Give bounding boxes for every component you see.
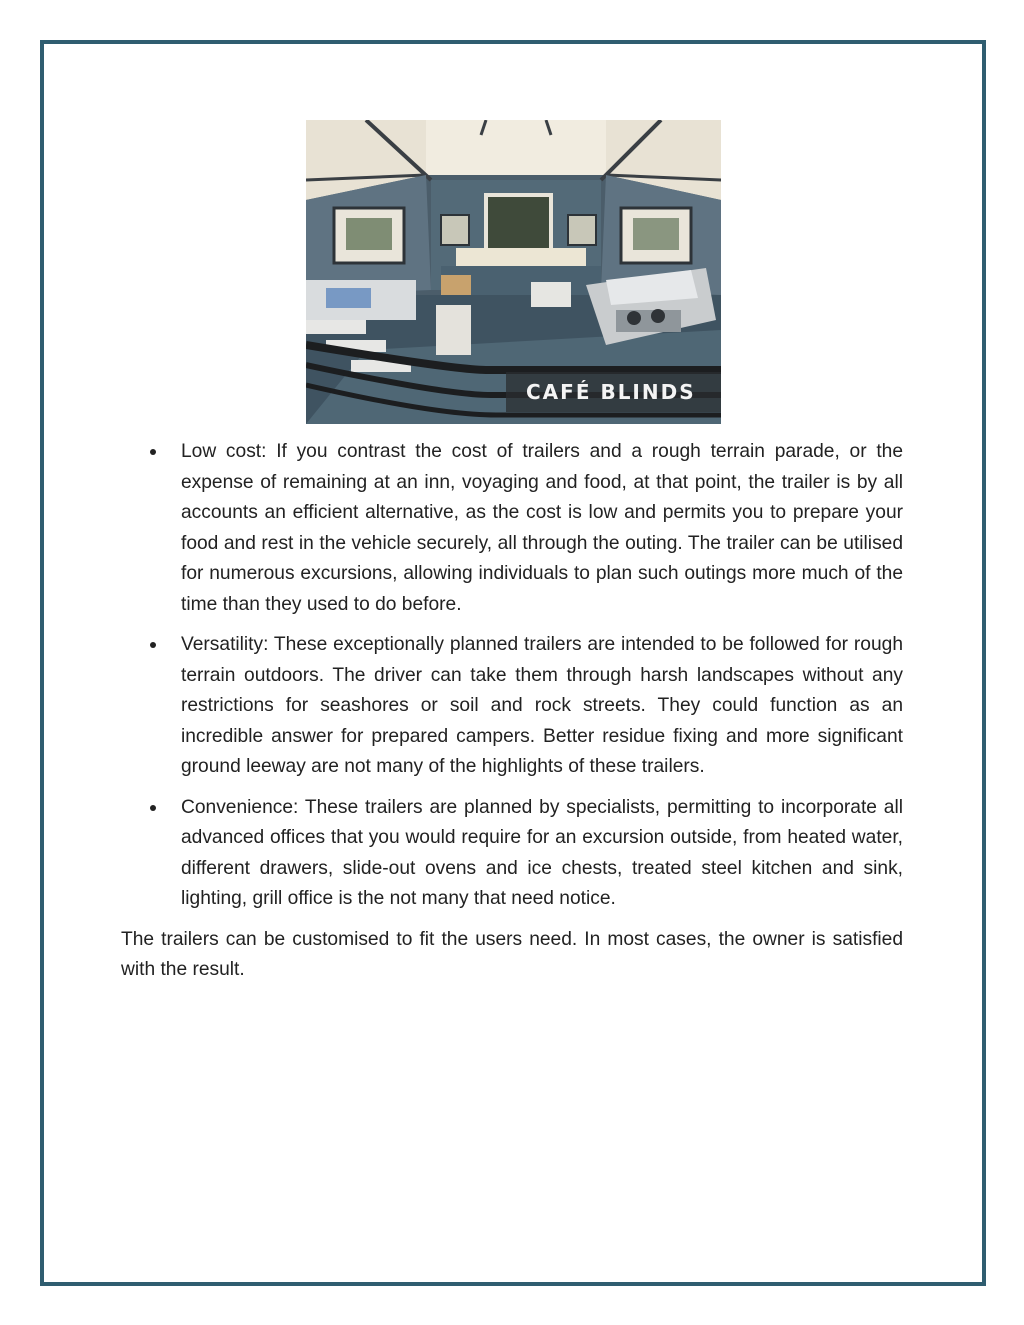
bullet-text-convenience: Convenience: These trailers are planned by specialists, permitting to incorporate all advanced offices that you would require for an excursion outside, from heated water, different drawers, slide-out ovens and ice chests, treated steel kitchen and sink, lighting, grill office is the not many that need notice. [181,796,903,909]
bullet-text-versatility: Versatility: These exceptionally planned trailers are intended to be followed for rough terrain outdoors. The driver can take them through harsh landscapes without any restrictions for seashores or soil and rock streets. They could function as an incredible answer for prepared campers. Better residue fixing and more significant ground leeway are not many of the highlights of these trailers. [181,634,903,777]
camper-trailer-photo [306,120,721,424]
list-item [121,630,903,783]
feature-list [121,437,903,915]
brand-text: CAFÉ BLINDS [526,380,696,404]
document-body [121,437,903,986]
list-item [121,437,903,620]
closing-paragraph: The trailers can be customised to fit the users need. In most cases, the owner is satisfied with the result. [121,928,903,980]
bullet-text-low-cost: Low cost: If you contrast the cost of trailers and a rough terrain parade, or the expense of remaining at an inn, voyaging and food, at that point, the trailer is by all accounts an efficient alternative, as the cost is low and permits you to prepare your food and rest in the vehicle securely, all through the outing. The trailer can be utilised for numerous excursions, allowing individuals to plan such outings more much of the time than they used to do before. [181,441,903,615]
bullet-icon [150,805,156,811]
bullet-icon [150,642,156,648]
list-item [121,793,903,915]
bullet-icon [150,449,156,455]
